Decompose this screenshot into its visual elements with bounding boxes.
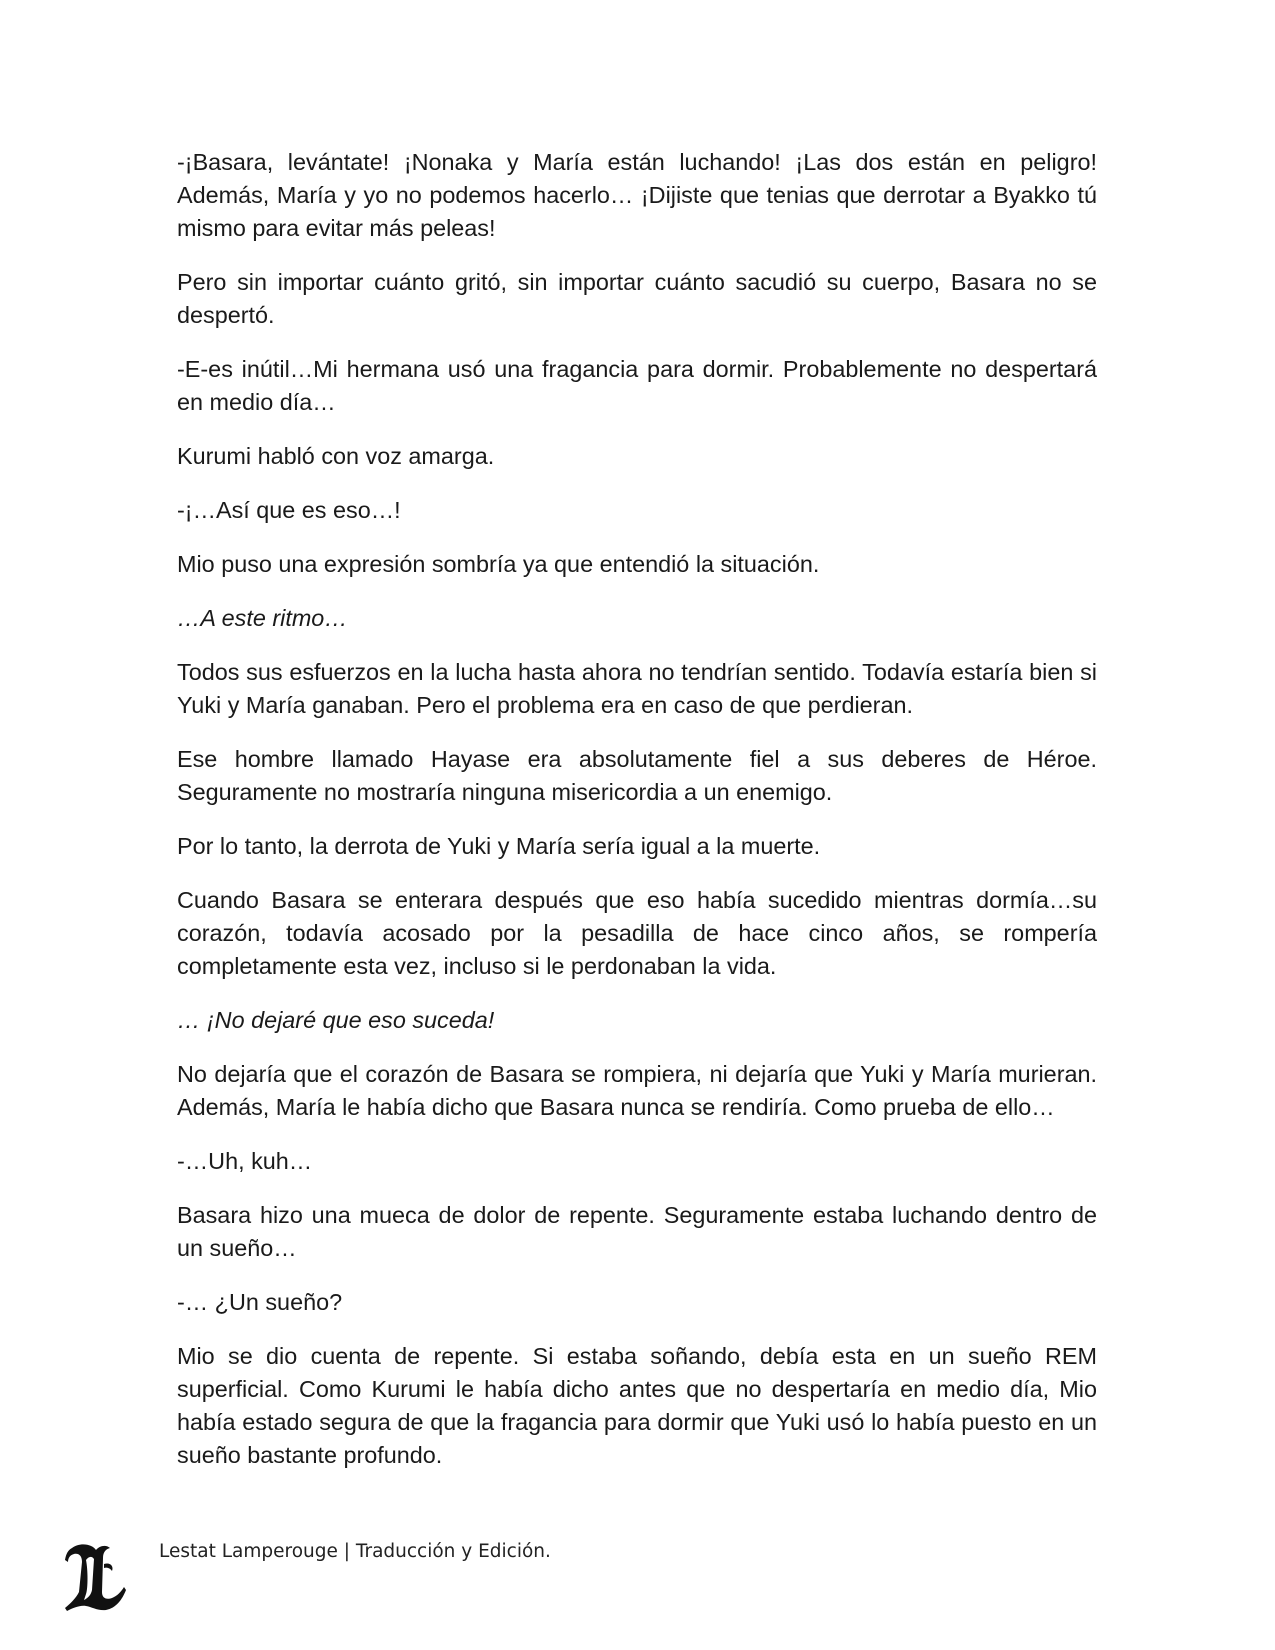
paragraph-9: Ese hombre llamado Hayase era absolutamente fiel a sus deberes de Héroe. Seguramente no mostraría ninguna misericordia a un enemigo.	[177, 746, 1097, 805]
paragraph-2: Pero sin importar cuánto gritó, sin importar cuánto sacudió su cuerpo, Basara no se despertó.	[177, 269, 1097, 328]
paragraph-7-italic: …A este ritmo…	[177, 605, 348, 631]
paragraph-12-italic: … ¡No dejaré que eso suceda!	[177, 1007, 495, 1033]
paragraph-13: No dejaría que el corazón de Basara se rompiera, ni dejaría que Yuki y María murieran. Además, María le había dicho que Basara nunca se rendiría. Como prueba de ello…	[177, 1061, 1097, 1120]
paragraph-16: -… ¿Un sueño?	[177, 1289, 343, 1315]
footer-credit: Lestat Lamperouge | Traducción y Edición.	[159, 1541, 551, 1562]
paragraph-10: Por lo tanto, la derrota de Yuki y María sería igual a la muerte.	[177, 833, 821, 859]
paragraph-14: -…Uh, kuh…	[177, 1148, 313, 1174]
paragraph-5: -¡…Así que es eso…!	[177, 497, 401, 523]
page-footer	[62, 1540, 762, 1612]
paragraph-8: Todos sus esfuerzos en la lucha hasta ahora no tendrían sentido. Todavía estaría bien si Yuki y María ganaban. Pero el problema era en caso de que perdieran.	[177, 659, 1097, 718]
paragraph-3: -E-es inútil…Mi hermana usó una fragancia para dormir. Probablemente no despertará en medio día…	[177, 356, 1097, 415]
paragraph-17: Mio se dio cuenta de repente. Si estaba soñando, debía esta en un sueño REM superficial. Como Kurumi le había dicho antes que no despertaría en medio día, Mio había estado segura de que la fragancia para dormir que Yuki usó lo había puesto en un sueño bastante profundo.	[177, 1343, 1097, 1468]
paragraph-1: -¡Basara, levántate! ¡Nonaka y María están luchando! ¡Las dos están en peligro! Además, María y yo no podemos hacerlo… ¡Dijiste que tenias que derrotar a Byakko tú mismo para evitar más peleas!	[177, 149, 1097, 241]
paragraph-15: Basara hizo una mueca de dolor de repente. Seguramente estaba luchando dentro de un sueño…	[177, 1202, 1097, 1261]
paragraph-11: Cuando Basara se enterara después que eso había sucedido mientras dormía…su corazón, todavía acosado por la pesadilla de hace cinco años, se rompería completamente esta vez, incluso si le perdonaban la vida.	[177, 887, 1097, 979]
gothic-l-logo-icon	[62, 1540, 128, 1612]
paragraph-4: Kurumi habló con voz amarga.	[177, 443, 495, 469]
page-body	[177, 146, 1097, 1493]
paragraph-6: Mio puso una expresión sombría ya que entendió la situación.	[177, 551, 820, 577]
